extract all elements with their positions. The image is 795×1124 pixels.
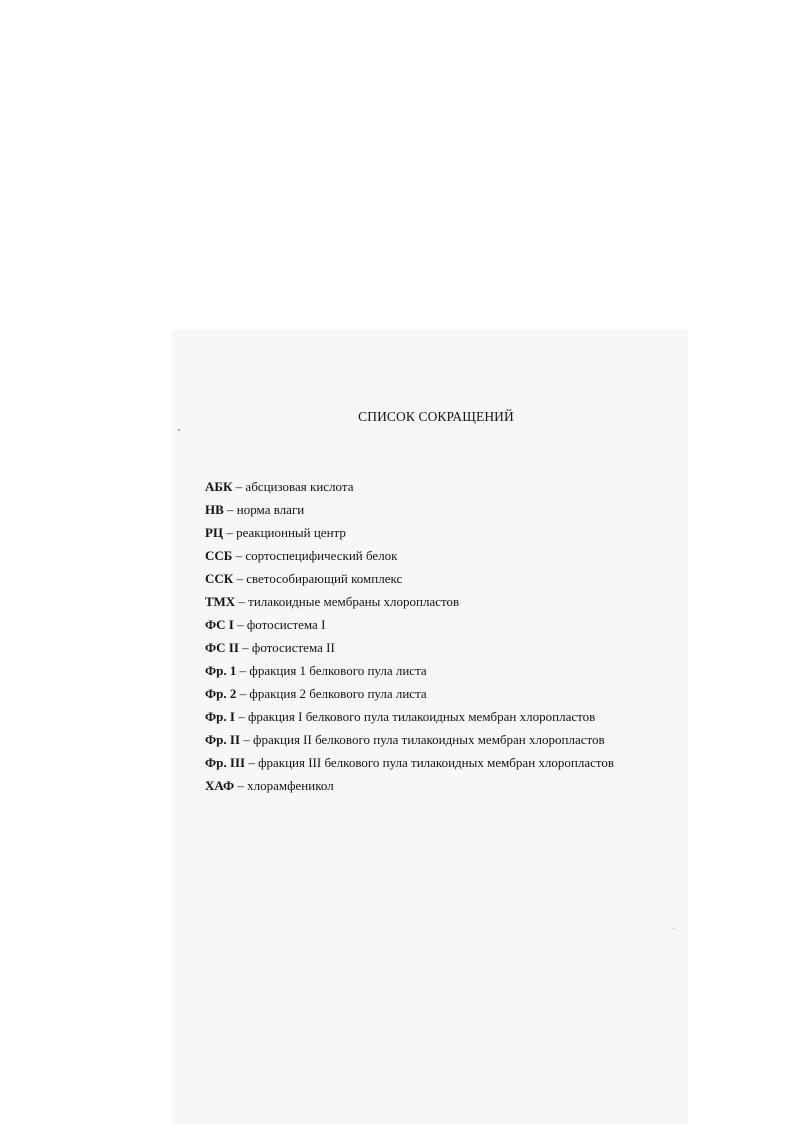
abbreviation-definition: – фракция II белкового пула тилакоидных мембран хлоропластов (240, 732, 605, 747)
scan-speck (673, 928, 674, 929)
abbreviation-definition: – абсцизовая кислота (232, 479, 354, 494)
abbreviation-definition: – реакционный центр (223, 525, 346, 540)
abbreviation-term: Фр. 2 (205, 686, 237, 701)
abbreviation-term: Фр. I (205, 709, 235, 724)
abbreviation-item (205, 548, 614, 571)
abbreviation-definition: – фотосистема II (238, 640, 335, 655)
abbreviation-term: ФС I (205, 617, 234, 632)
abbreviation-definition: – фракция 1 белкового пула листа (236, 663, 427, 678)
abbreviation-definition: – светособирающий комплекс (233, 571, 403, 586)
abbreviation-item (205, 502, 614, 525)
abbreviation-item (205, 640, 614, 663)
abbreviation-item (205, 778, 614, 801)
abbreviation-item (205, 525, 614, 548)
abbreviation-item (205, 479, 614, 502)
abbreviation-definition: – фракция I белкового пула тилакоидных мембран хлоропластов (234, 709, 596, 724)
abbreviation-item (205, 617, 614, 640)
abbreviation-item (205, 686, 614, 709)
abbreviation-term: Фр. 1 (205, 663, 237, 678)
abbreviation-term: АБК (205, 479, 233, 494)
abbreviation-definition: – фракция 2 белкового пула листа (236, 686, 427, 701)
scan-speck (178, 429, 180, 431)
abbreviation-term: ХАФ (205, 778, 235, 793)
abbreviation-term: Фр. III (205, 755, 246, 770)
abbreviation-definition: – сортоспецифический белок (232, 548, 398, 563)
abbreviation-item (205, 755, 614, 778)
page-title: СПИСОК СОКРАЩЕНИЙ (358, 409, 514, 424)
abbreviation-item (205, 571, 614, 594)
abbreviation-list (205, 479, 614, 801)
abbreviation-definition: – фракция III белкового пула тилакоидных мембран хлоропластов (245, 755, 615, 770)
abbreviation-definition: – фотосистема I (233, 617, 326, 632)
abbreviation-item (205, 663, 614, 686)
abbreviation-item (205, 594, 614, 617)
abbreviation-term: ССК (205, 571, 234, 586)
abbreviation-item (205, 732, 614, 755)
abbreviation-definition: – хлорамфеникол (234, 778, 334, 793)
abbreviation-definition: – тилакоидные мембраны хлоропластов (235, 594, 460, 609)
abbreviation-term: ФС II (205, 640, 239, 655)
abbreviation-term: НВ (205, 502, 224, 517)
abbreviation-term: Фр. II (205, 732, 241, 747)
abbreviation-term: ТМХ (205, 594, 236, 609)
abbreviation-item (205, 709, 614, 732)
abbreviation-term: РЦ (205, 525, 224, 540)
abbreviation-term: ССБ (205, 548, 233, 563)
abbreviation-definition: – норма влаги (223, 502, 305, 517)
